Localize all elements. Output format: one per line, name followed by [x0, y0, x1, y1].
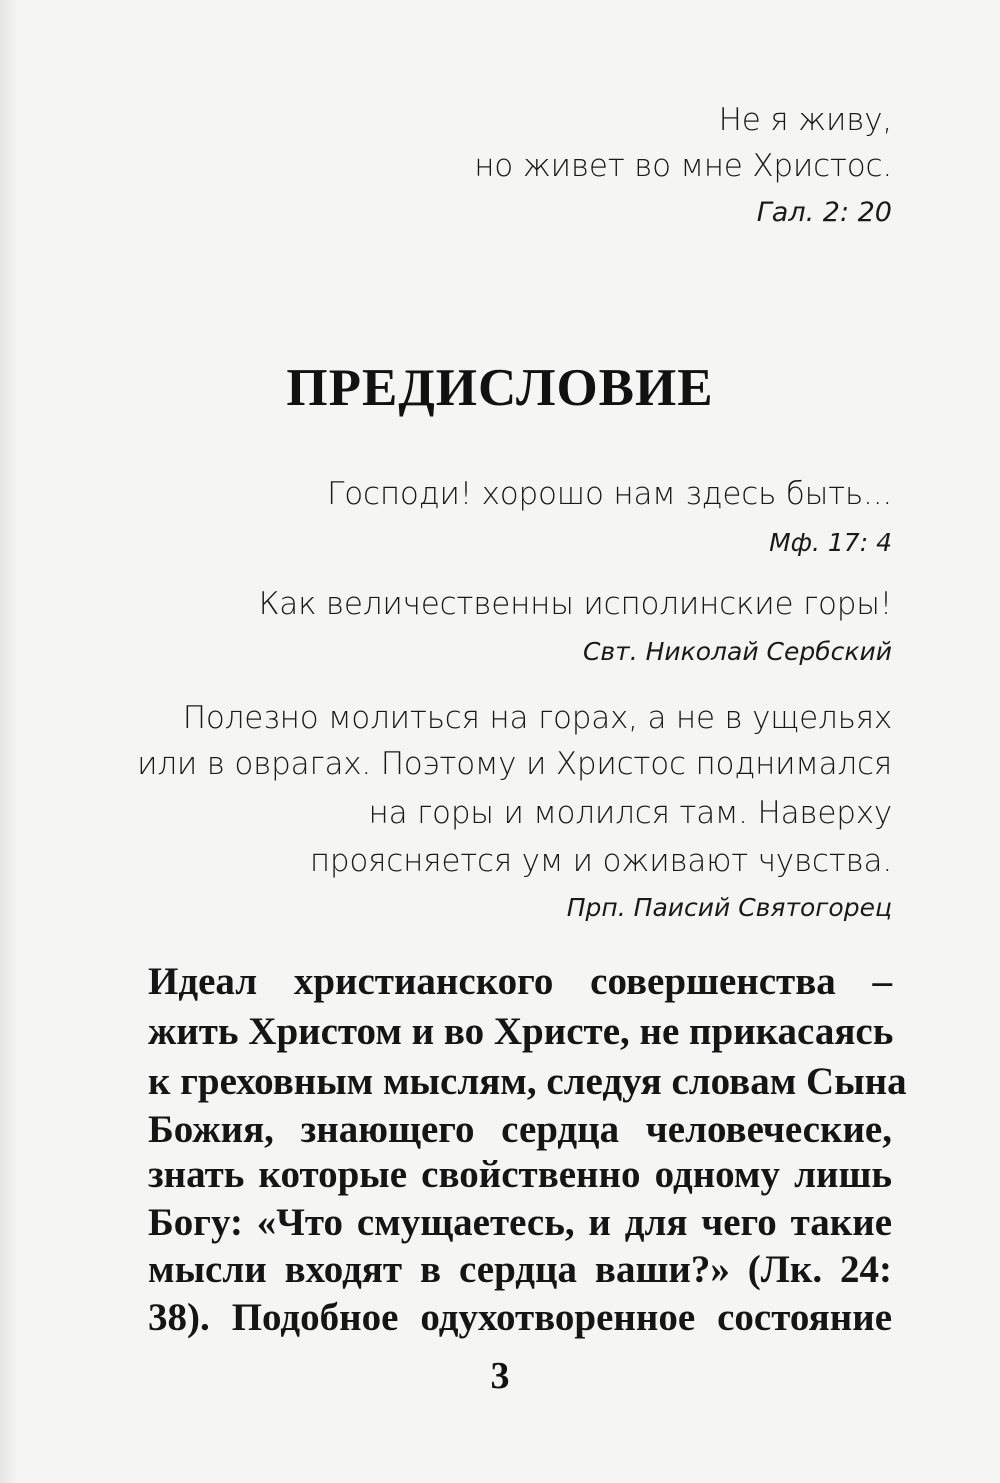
body-text-line: Божия, знающего сердца человеческие,	[148, 1108, 892, 1151]
quote-line: Господи! хорошо нам здесь быть...	[327, 476, 892, 512]
body-text-line: 38). Подобное одухотворенное состояние	[148, 1296, 892, 1339]
body-text-line: знать которые свойственно одному лишь	[148, 1153, 892, 1196]
epigraph-line: но живет во мне Христос.	[474, 148, 892, 184]
chapter-title: ПРЕДИСЛОВИЕ	[286, 359, 714, 417]
body-text-line: жить Христом и во Христе, не прикасаясь	[148, 1010, 894, 1053]
quote-line: Как величественны исполинские горы!	[258, 586, 892, 622]
body-text-line: мысли входят в сердца ваши?» (Лк. 24:	[148, 1248, 892, 1291]
quote-line: или в оврагах. Поэтому и Христос поднимался	[137, 746, 892, 782]
body-text-line: Богу: «Что смущаетесь, и для чего такие	[148, 1201, 892, 1244]
quote-line: Полезно молиться на горах, а не в ущельях	[182, 700, 892, 736]
quote-line: на горы и молился там. Наверху	[368, 795, 892, 831]
body-text-line: Идеал христианского совершенства –	[148, 960, 892, 1003]
quote-citation: Прп. Паисий Святогорец	[566, 893, 892, 922]
quote-line: проясняется ум и оживают чувства.	[309, 843, 892, 879]
quote-citation: Свт. Николай Сербский	[582, 637, 892, 666]
page-number: 3	[490, 1355, 510, 1397]
epigraph-line: Не я живу,	[718, 102, 892, 138]
epigraph-reference: Гал. 2: 20	[756, 197, 892, 228]
body-text-line: к греховным мыслям, следуя словам Сына	[148, 1060, 907, 1103]
quote-citation: Мф. 17: 4	[769, 528, 892, 557]
page-edge-shadow	[0, 0, 18, 1483]
